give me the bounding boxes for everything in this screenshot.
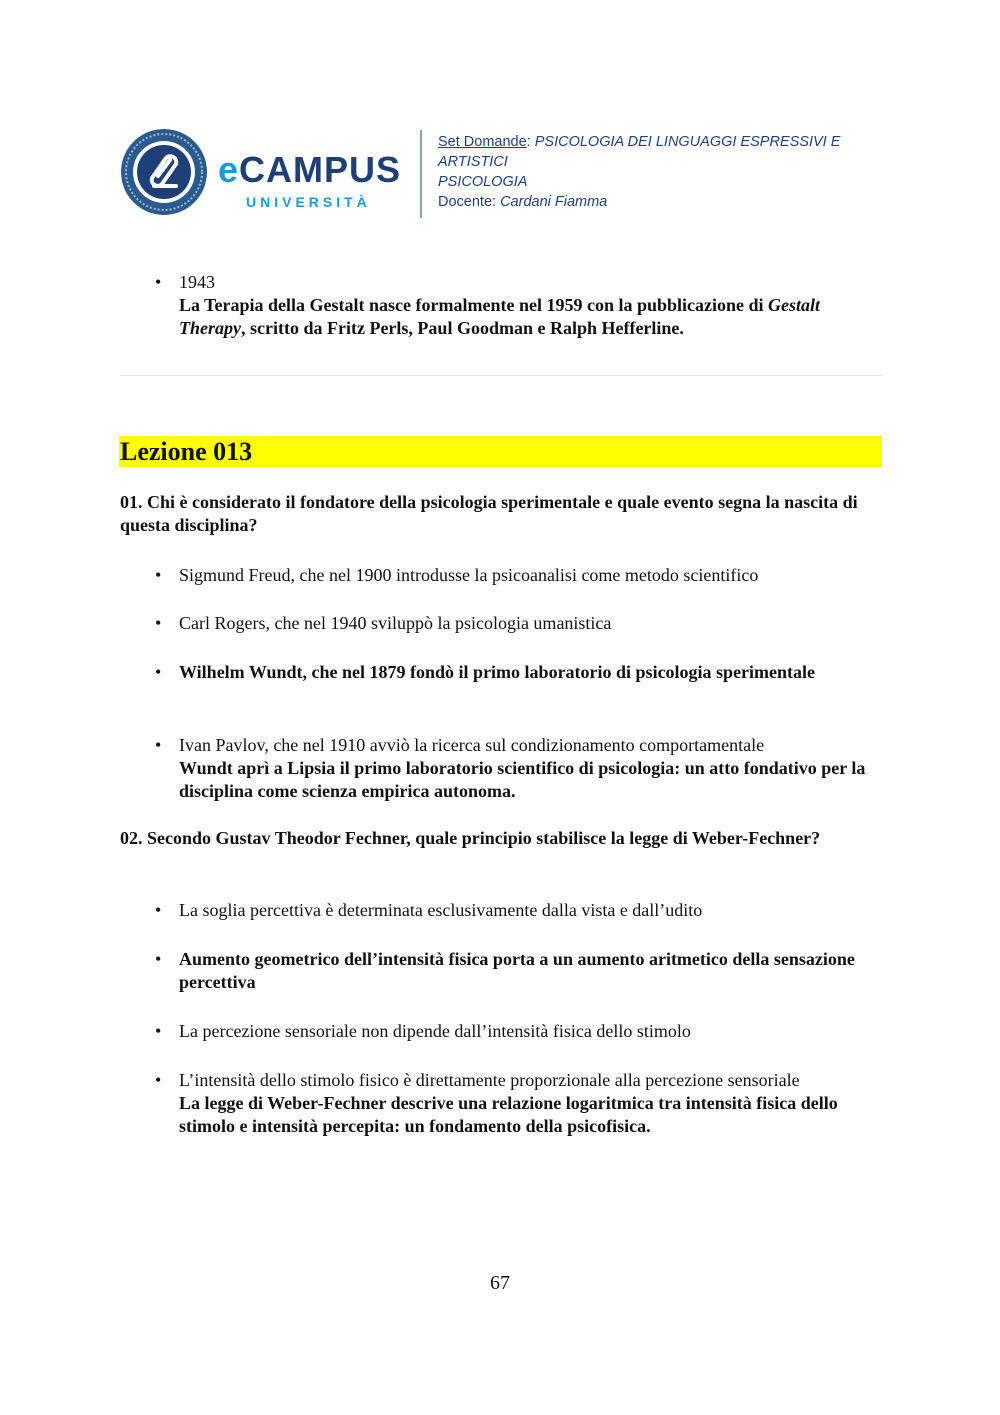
q1-explanation: Wundt aprì a Lipsia il primo laboratorio scientifico di psicologia: un atto fondativo per la disciplina come scienza empirica autonoma. bbox=[179, 758, 866, 801]
q1-option-3-correct: Wilhelm Wundt, che nel 1879 fondò il primo laboratorio di psicologia sperimentale bbox=[179, 662, 816, 682]
bullet-icon: • bbox=[155, 949, 162, 969]
q1-option-4: Ivan Pavlov, che nel 1910 avviò la ricerca sul condizionamento comportamentale Wundt aprì a Lipsia il primo laboratorio scientifico di psicologia: un atto fondativo per la disciplina come scienza empirica autonoma. bbox=[179, 734, 879, 803]
bullet-icon: • bbox=[155, 565, 162, 585]
bullet-icon: • bbox=[155, 1021, 162, 1041]
bullet-icon: • bbox=[155, 613, 162, 633]
lesson-title: Lezione 013 bbox=[120, 437, 253, 466]
q1-option-1: Sigmund Freud, che nel 1900 introdusse la psicoanalisi come metodo scientifico bbox=[179, 565, 759, 585]
question-1: 01. Chi è considerato il fondatore della psicologia sperimentale e quale evento segna la nascita di questa disciplina? bbox=[120, 492, 858, 535]
q2-option-3: La percezione sensoriale non dipende dall’intensità fisica dello stimolo bbox=[179, 1021, 691, 1041]
bullet-icon: • bbox=[155, 900, 162, 920]
q2-option-2-correct: Aumento geometrico dell’intensità fisica porta a un aumento aritmetico della sensazione percettiva bbox=[179, 949, 855, 992]
prev-option: 1943 La Terapia della Gestalt nasce formalmente nel 1959 con la pubblicazione di Gestalt Therapy, scritto da Fritz Perls, Paul Goodman e Ralph Hefferline. bbox=[179, 272, 820, 338]
q2-option-1: La soglia percettiva è determinata esclusivamente dalla vista e dall’udito bbox=[179, 900, 703, 920]
set-line: Set Domande: PSICOLOGIA DEI LINGUAGGI ESPRESSIVI E ARTISTICI bbox=[438, 134, 841, 170]
page-number: 67 bbox=[490, 1272, 510, 1294]
university-seal-logo bbox=[120, 128, 208, 216]
header-divider bbox=[420, 130, 422, 218]
q2-explanation: La legge di Weber-Fechner descrive una relazione logaritmica tra intensità fisica dello stimolo e intensità percepita: un fondamento della psicofisica. bbox=[179, 1093, 838, 1136]
section-divider bbox=[120, 375, 882, 376]
ecampus-wordmark: eCAMPUS UNIVERSITÀ bbox=[218, 149, 402, 210]
bullet-icon: • bbox=[155, 1070, 162, 1090]
bullet-icon: • bbox=[155, 272, 162, 292]
q1-option-2: Carl Rogers, che nel 1940 sviluppò la psicologia umanistica bbox=[179, 613, 612, 633]
question-2: 02. Secondo Gustav Theodor Fechner, quale principio stabilisce la legge di Weber-Fechner? bbox=[120, 828, 821, 848]
lesson-heading bbox=[119, 436, 882, 467]
course-info bbox=[438, 132, 898, 212]
faculty-line: PSICOLOGIA bbox=[438, 174, 528, 190]
bullet-icon: • bbox=[155, 662, 162, 682]
q2-option-4: L’intensità dello stimolo fisico è direttamente proporzionale alla percezione sensoriale La legge di Weber-Fechner descrive una relazione logaritmica tra intensità fisica dello stimolo e intensità percepita: un fondamento della psicofisica. bbox=[179, 1069, 879, 1138]
bullet-icon: • bbox=[155, 735, 162, 755]
teacher-line: Docente: Cardani Fiamma bbox=[438, 194, 608, 210]
document-header bbox=[120, 128, 900, 223]
